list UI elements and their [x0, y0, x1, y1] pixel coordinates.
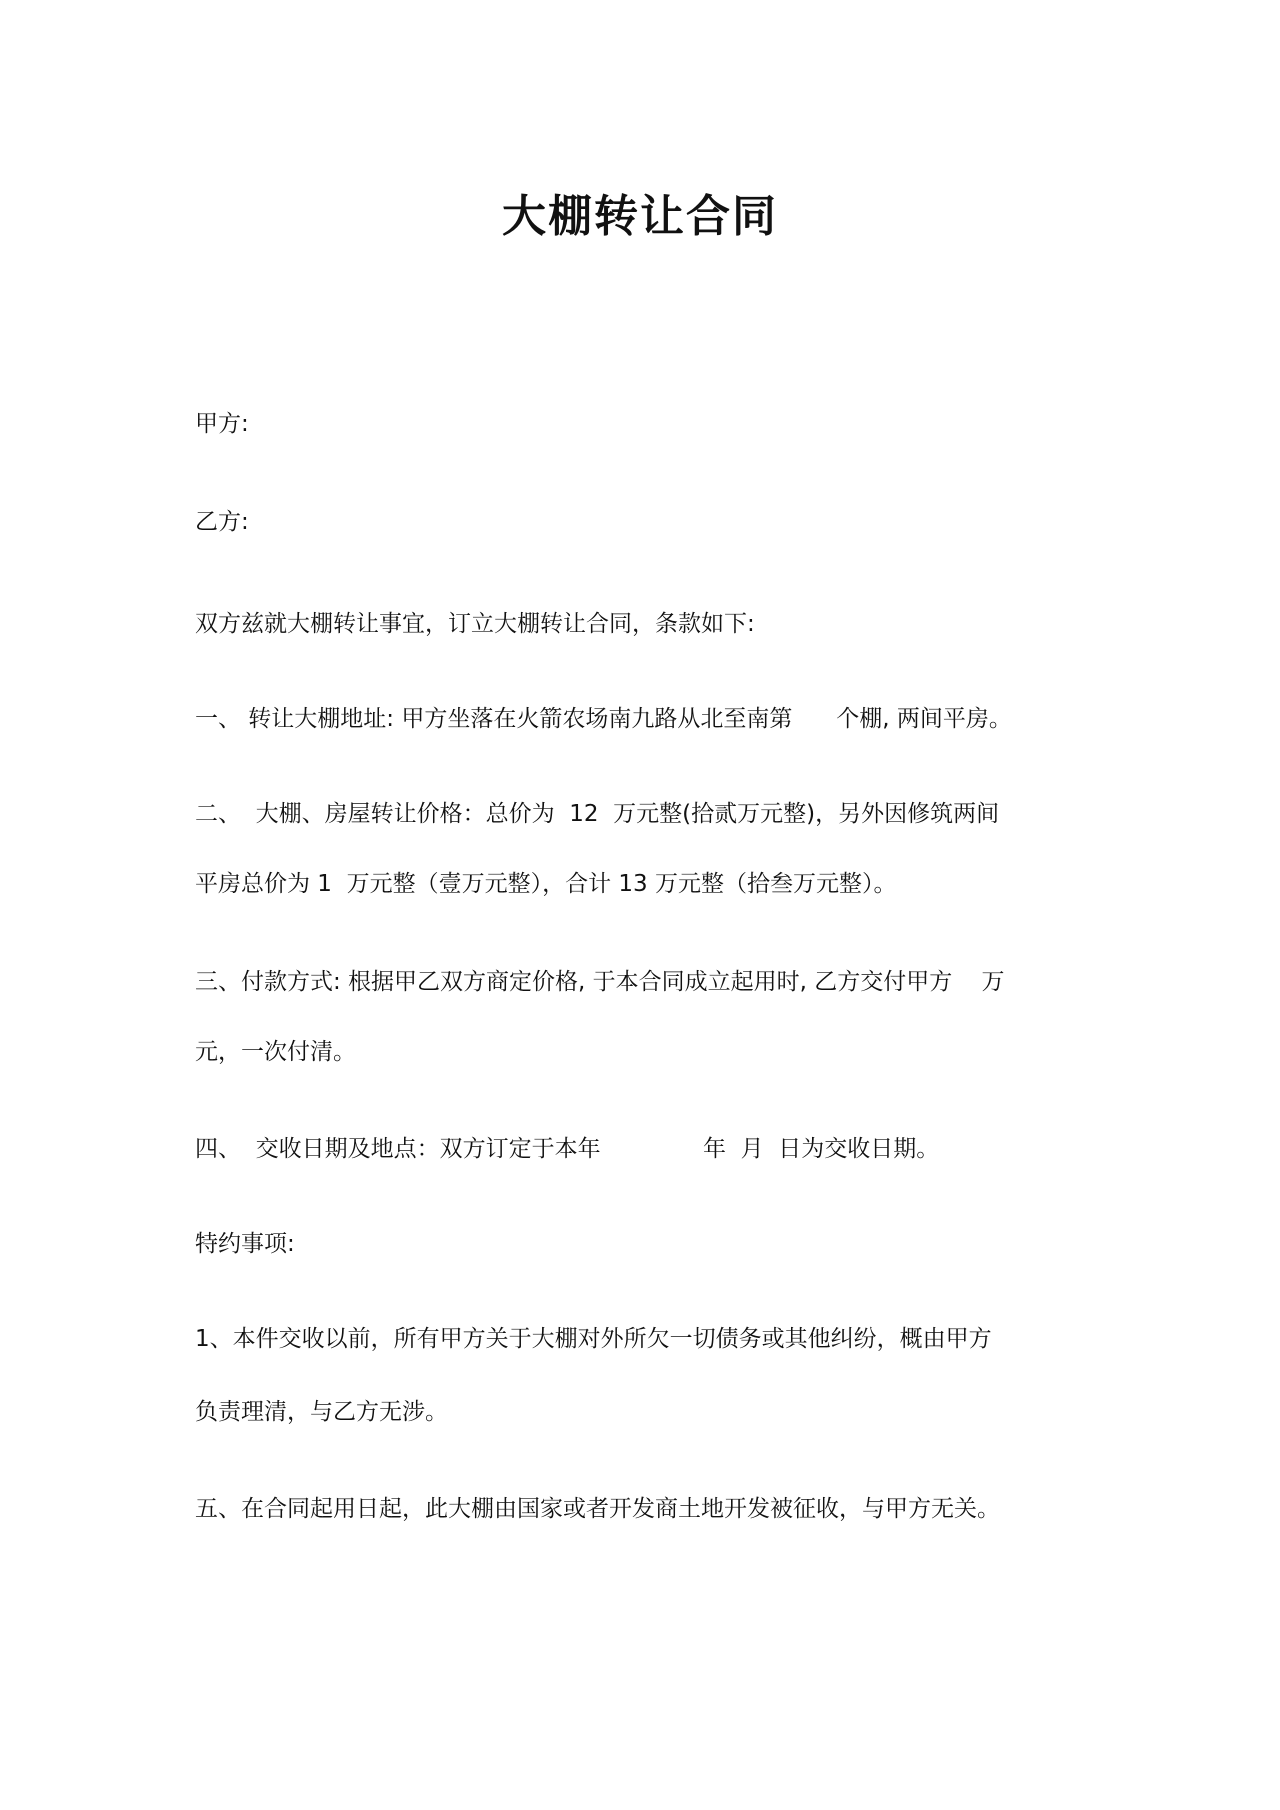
- special-terms-heading: 特约事项:: [195, 1231, 295, 1257]
- party-a-line: 甲方:: [195, 411, 249, 437]
- clause-2-price-line-2: 平房总价为 1 万元整（壹万元整），合计 13 万元整（拾叁万元整）。: [195, 871, 897, 897]
- special-term-1-line-2: 负责理清，与乙方无涉。: [195, 1399, 448, 1425]
- clause-3-payment-line-2: 元，一次付清。: [195, 1039, 356, 1065]
- clause-2-price-line-1: 二、 大棚、房屋转让价格：总价为 12 万元整(拾贰万元整)，另外因修筑两间: [195, 801, 1000, 827]
- intro-line: 双方兹就大棚转让事宜，订立大棚转让合同，条款如下:: [195, 611, 755, 637]
- party-b-line: 乙方:: [195, 509, 249, 535]
- clause-1-address: 一、 转让大棚地址: 甲方坐落在火箭农场南九路从北至南第 个棚, 两间平房。: [195, 706, 1012, 732]
- special-term-1-line-1: 1、本件交收以前，所有甲方关于大棚对外所欠一切债务或其他纠纷，概由甲方: [195, 1326, 992, 1352]
- document-title: 大棚转让合同: [502, 191, 778, 242]
- clause-5-expropriation: 五、在合同起用日起，此大棚由国家或者开发商土地开发被征收，与甲方无关。: [195, 1496, 1000, 1522]
- clause-4-delivery: 四、 交收日期及地点：双方订定于本年 年 月 日为交收日期。: [195, 1136, 940, 1162]
- clause-3-payment-line-1: 三、付款方式: 根据甲乙双方商定价格, 于本合同成立起用时, 乙方交付甲方 万: [195, 969, 1005, 995]
